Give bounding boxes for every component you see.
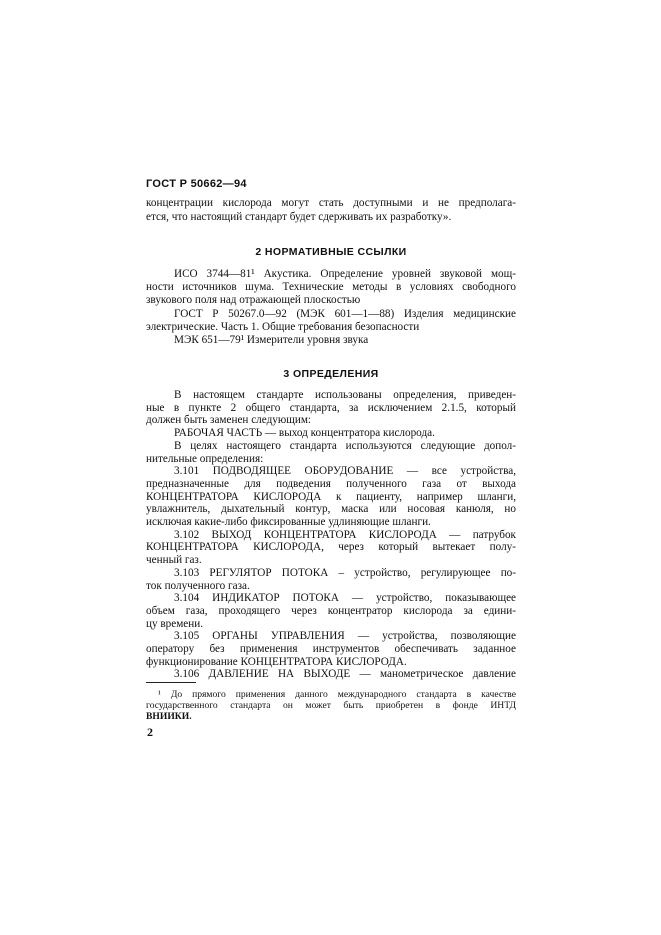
definitions-line: 3.101 ПОДВОДЯЩЕЕ ОБОРУДОВАНИЕ — все устройства,	[174, 465, 516, 477]
reference-line: электрические. Часть 1. Общие требования безопасности	[146, 321, 420, 333]
section-2-heading: 2 НОРМАТИВНЫЕ ССЫЛКИ	[255, 246, 407, 258]
reference-line: ности источников шума. Технические методы в условиях свободного	[146, 281, 516, 293]
reference-line: МЭК 651—79¹ Измерители уровня звука	[174, 334, 369, 346]
definitions-line: функционирование КОНЦЕНТРАТОРА КИСЛОРОДА.	[146, 656, 407, 668]
definitions-line: КОНЦЕНТРАТОРА КИСЛОРОДА к пациенту, например шланги,	[146, 491, 516, 503]
definitions-line: исключая какие-либо фиксированные удлиняющие шланги.	[146, 516, 431, 528]
definitions-line: объем газа, проходящего через концентратор кислорода за едини-	[146, 605, 516, 617]
footnote-line: ВНИИКИ.	[146, 711, 192, 722]
definitions-line: ченный газ.	[146, 554, 202, 566]
definitions-line: цу времени.	[146, 618, 204, 630]
reference-line: звукового поля над отражающей плоскостью	[146, 294, 361, 306]
definitions-line: РАБОЧАЯ ЧАСТЬ — выход концентратора кислорода.	[174, 427, 435, 439]
definitions-line: В целях настоящего стандарта используются следующие допол-	[174, 440, 516, 452]
page-number: 2	[147, 725, 153, 739]
section-3-heading: 3 ОПРЕДЕЛЕНИЯ	[283, 368, 379, 380]
definitions-line: оператору без применения инструментов обеспечивать заданное	[146, 643, 516, 655]
footnote-line: ¹ До прямого применения данного международного стандарта в качестве	[158, 689, 516, 700]
definitions-line: 3.103 РЕГУЛЯТОР ПОТОКА – устройство, регулирующее по-	[174, 567, 516, 579]
definitions-line: должен быть заменен следующим:	[146, 414, 312, 426]
definitions-line: КОНЦЕНТРАТОРА КИСЛОРОДА, через который вытекает полу-	[146, 541, 516, 553]
intro-line: ется, что настоящий стандарт будет сдерживать их разработку».	[146, 211, 452, 223]
definitions-line: 3.105 ОРГАНЫ УПРАВЛЕНИЯ — устройства, позволяющие	[174, 630, 516, 642]
definitions-line: В настоящем стандарте использованы определения, приведен-	[174, 389, 516, 401]
footnote-rule	[146, 682, 196, 683]
definitions-line: 3.102 ВЫХОД КОНЦЕНТРАТОРА КИСЛОРОДА — патрубок	[174, 529, 516, 541]
intro-line: концентрации кислорода могут стать доступными и не предполага-	[146, 197, 516, 209]
definitions-line: увлажнитель, дыхательный контур, маска или носовая канюля, но	[146, 503, 516, 515]
definitions-line: 3.106 ДАВЛЕНИЕ НА ВЫХОДЕ — манометрическое давление	[174, 668, 516, 680]
reference-line: ИСО 3744—81¹ Акустика. Определение уровней звуковой мощ-	[174, 268, 516, 280]
document-header: ГОСТ Р 50662—94	[146, 178, 247, 190]
footnote-line: государственного стандарта он может быть приобретен в фонде ИНТД	[146, 700, 516, 711]
definitions-line: 3.104 ИНДИКАТОР ПОТОКА — устройство, показывающее	[174, 592, 516, 604]
definitions-line: ные в пункте 2 общего стандарта, за исключением 2.1.5, который	[146, 402, 516, 414]
reference-line: ГОСТ Р 50267.0—92 (МЭК 601—1—88) Изделия медицинские	[174, 308, 516, 320]
definitions-line: предназначенные для подведения полученного газа от выхода	[146, 478, 516, 490]
definitions-line: ток полученного газа.	[146, 580, 250, 592]
definitions-line: нительные определения:	[146, 453, 264, 465]
